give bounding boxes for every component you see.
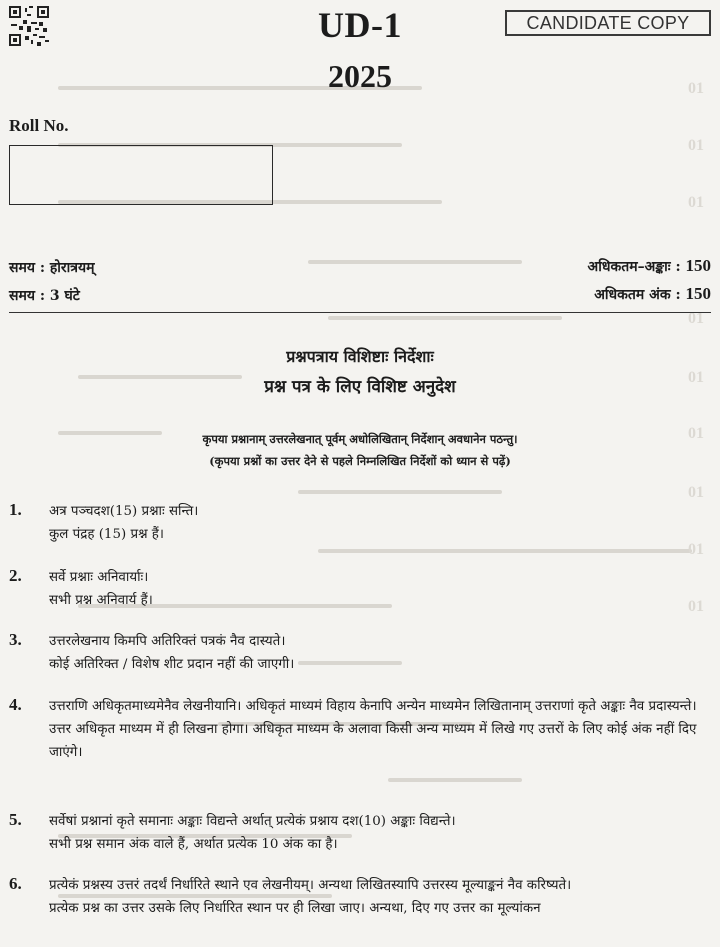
svg-text:01: 01 <box>688 80 704 97</box>
svg-text:01: 01 <box>688 425 704 442</box>
instruction-sanskrit: सर्वे प्रश्नाः अनिवार्याः। <box>49 570 149 585</box>
instruction-sanskrit: उत्तराणि अधिकृतमाध्यमेनैव लेखनीयानि। अधिकृतं माध्यमं विहाय केनापि अन्येन माध्यमेन लिखितानाम् उत्तराणां कृते अङ्काः नैव प्रदास्यन्ते। <box>49 699 697 714</box>
instruction-sanskrit: सर्वेषां प्रश्नानां कृते समानाः अङ्काः विद्यन्ते अर्थात् प्रत्येकं प्रश्नाय दश(10) अङ्काः विद्यन्ते। <box>49 814 456 829</box>
svg-text:01: 01 <box>688 369 704 386</box>
instruction-number: 4. <box>9 695 22 714</box>
max-marks-sanskrit-value: 150 <box>685 256 711 275</box>
max-marks-hindi <box>594 284 711 304</box>
svg-text:01: 01 <box>688 598 704 615</box>
instruction-number: 1. <box>9 500 22 519</box>
instruction-item <box>9 874 711 920</box>
header-divider <box>9 312 711 313</box>
instruction-number: 6. <box>9 874 22 893</box>
max-marks-hindi-value: 150 <box>685 284 711 303</box>
instruction-hindi: सभी प्रश्न समान अंक वाले हैं, अर्थात प्रत्येक 10 अंक का है। <box>49 837 338 852</box>
instruction-hindi: सभी प्रश्न अनिवार्य हैं। <box>49 593 153 608</box>
max-marks-hindi-label: अधिकतम अंक : <box>594 287 681 303</box>
svg-text:01: 01 <box>688 484 704 501</box>
instruction-hindi: कोई अतिरिक्त / विशेष शीट प्रदान नहीं की जाएगी। <box>49 657 295 672</box>
svg-text:01: 01 <box>688 194 704 211</box>
instruction-item <box>9 695 711 764</box>
instruction-item <box>9 630 711 676</box>
read-note-hindi: (कृपया प्रश्नों का उत्तर देने से पहले निम्नलिखित निर्देशों को ध्यान से पढ़ें) <box>209 454 511 468</box>
instruction-item <box>9 500 711 546</box>
candidate-copy-label: CANDIDATE COPY <box>505 10 711 36</box>
instruction-sanskrit: अत्र पञ्चदश(15) प्रश्नाः सन्ति। <box>49 504 199 519</box>
instructions-heading-hindi: प्रश्न पत्र के लिए विशिष्ट अनुदेश <box>264 377 456 397</box>
instruction-hindi: प्रत्येक प्रश्न का उत्तर उसके लिए निर्धारित स्थान पर ही लिखा जाए। अन्यथा, दिए गए उत्तर का मूल्यांकन <box>49 901 541 916</box>
instruction-sanskrit: उत्तरलेखनाय किमपि अतिरिक्तं पत्रकं नैव दास्यते। <box>49 634 286 649</box>
instruction-sanskrit: प्रत्येकं प्रश्नस्य उत्तरं तदर्थं निर्धारिते स्थाने एव लेखनीयम्। अन्यथा लिखितस्यापि उत्तरस्य मूल्याङ्कनं नैव करिष्यते। <box>49 878 572 893</box>
roll-number-box[interactable] <box>9 145 273 205</box>
max-marks-sanskrit <box>588 256 711 276</box>
svg-text:01: 01 <box>688 541 704 558</box>
svg-text:01: 01 <box>688 310 704 327</box>
read-note-sanskrit: कृपया प्रश्नानाम् उत्तरलेखनात् पूर्वम् अधोलिखितान् निर्देशान् अवधानेन पठन्तु। <box>202 432 518 446</box>
time-sanskrit: समय : होरात्रयम् <box>9 260 95 276</box>
time-hindi: समय : 3 घंटे <box>9 288 80 304</box>
instructions-heading-sanskrit: प्रश्नपत्राय विशिष्टाः निर्देशाः <box>286 347 434 366</box>
instruction-item <box>9 566 711 612</box>
paper-code: UD-1 <box>318 5 402 45</box>
roll-number-label: Roll No. <box>9 116 69 135</box>
instruction-hindi: उत्तर अधिकृत माध्यम में ही लिखना होगा। अधिकृत माध्यम के अलावा किसी अन्य माध्यम में लिखे गए उत्तरों के लिए कोई अंक नहीं दिए जाएंगे। <box>49 722 697 760</box>
instruction-number: 3. <box>9 630 22 649</box>
paper-year: 2025 <box>328 58 392 94</box>
max-marks-sanskrit-label: अधिकतम–अङ्काः : <box>587 259 681 275</box>
instruction-hindi: कुल पंद्रह (15) प्रश्न हैं। <box>49 527 164 542</box>
instruction-number: 5. <box>9 810 22 829</box>
instruction-number: 2. <box>9 566 22 585</box>
instruction-item <box>9 810 711 856</box>
svg-text:01: 01 <box>688 137 704 154</box>
